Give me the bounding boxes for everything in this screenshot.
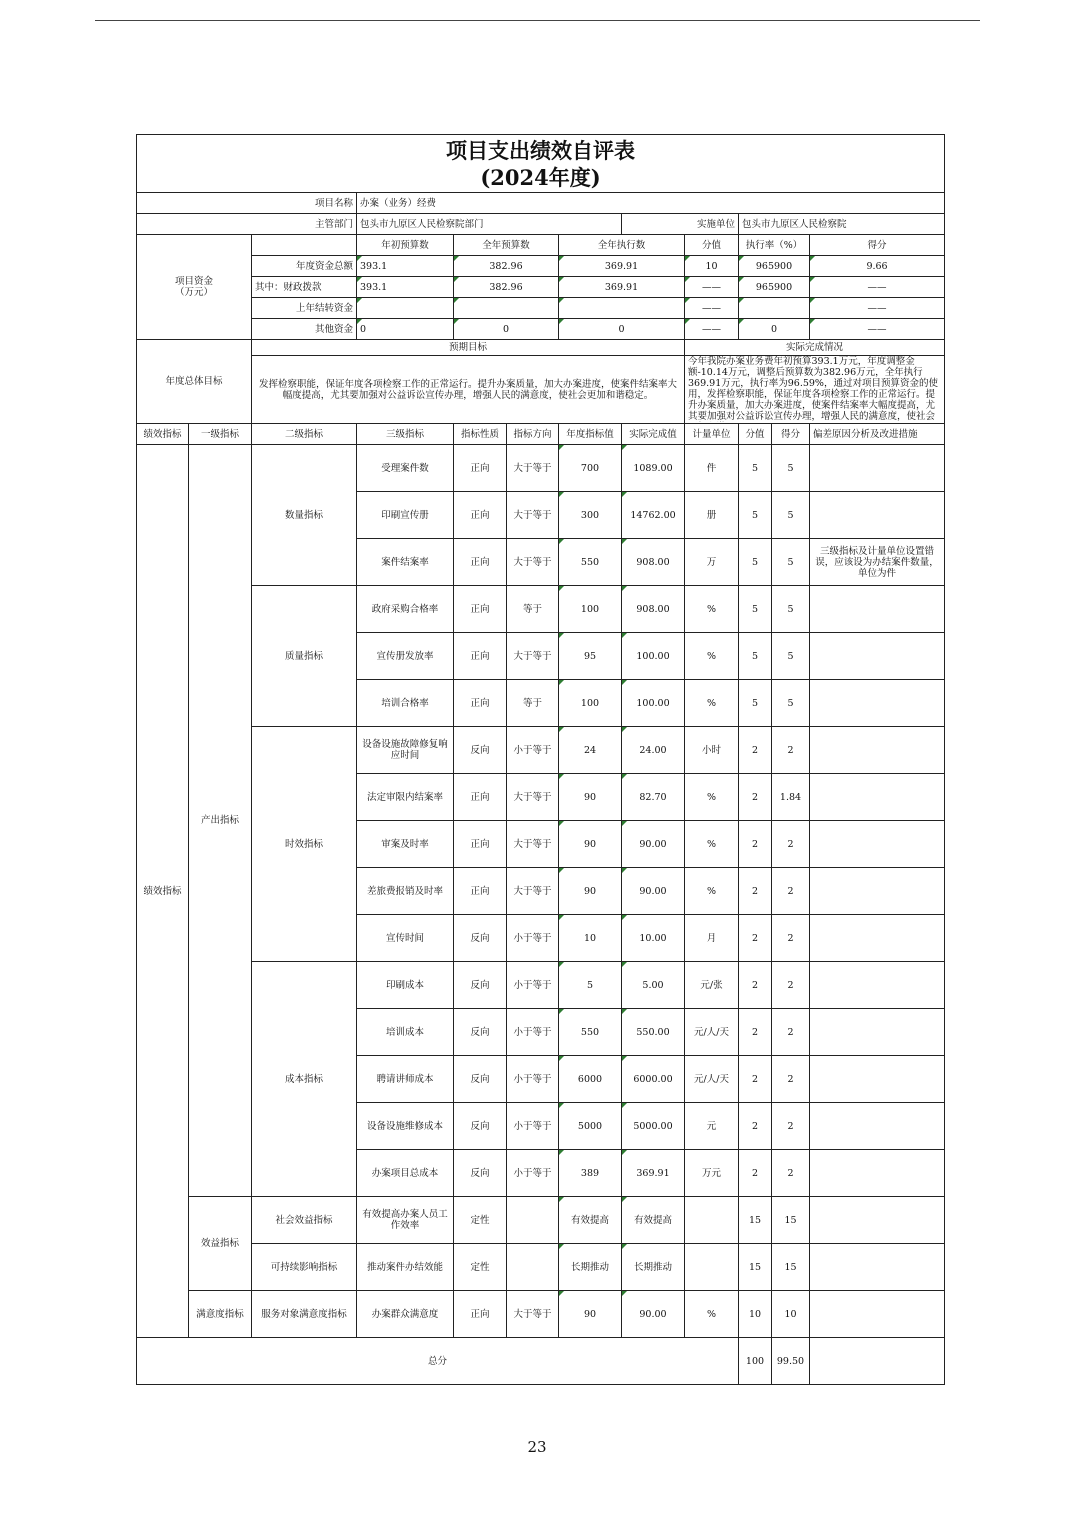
annual-target: 300 bbox=[559, 492, 622, 539]
indicator-nature: 反向 bbox=[454, 962, 507, 1009]
indicator-nature: 反向 bbox=[454, 1150, 507, 1197]
annual-target: 95 bbox=[559, 633, 622, 680]
actual-status-header: 实际完成情况 bbox=[685, 340, 945, 356]
actual-value: 100.00 bbox=[622, 680, 685, 727]
funds-cell: —— bbox=[810, 277, 945, 298]
funds-label: 项目资金 bbox=[174, 276, 213, 287]
level3-indicator: 受理案件数 bbox=[357, 445, 454, 492]
level3-indicator: 聘请讲师成本 bbox=[357, 1056, 454, 1103]
deviation-note bbox=[810, 868, 945, 915]
indicator-nature: 定性 bbox=[454, 1244, 507, 1291]
indicator-nature: 反向 bbox=[454, 1056, 507, 1103]
score-value: 2 bbox=[772, 915, 810, 962]
actual-value: 90.00 bbox=[622, 868, 685, 915]
level2-indicator: 质量指标 bbox=[252, 586, 357, 727]
measure-unit: % bbox=[685, 633, 739, 680]
indicator-direction: 小于等于 bbox=[507, 1103, 559, 1150]
funds-cell: 0 bbox=[739, 319, 810, 340]
score-value: 5 bbox=[772, 539, 810, 586]
actual-value: 6000.00 bbox=[622, 1056, 685, 1103]
score-value: 5 bbox=[772, 633, 810, 680]
actual-value: 有效提高 bbox=[622, 1197, 685, 1244]
funds-header: 分值 bbox=[685, 235, 739, 256]
indicator-direction: 小于等于 bbox=[507, 1009, 559, 1056]
level2-indicator: 社会效益指标 bbox=[252, 1197, 357, 1244]
funds-cell: —— bbox=[685, 298, 739, 319]
funds-cell: —— bbox=[810, 298, 945, 319]
annual-target: 90 bbox=[559, 821, 622, 868]
weight-value: 2 bbox=[739, 774, 772, 821]
expected-goal-header: 预期目标 bbox=[252, 340, 685, 356]
funds-row-label: 年度资金总额 bbox=[252, 256, 357, 277]
dept-label: 主管部门 bbox=[137, 214, 357, 235]
expected-goal-text: 发挥检察职能，保证年度各项检察工作的正常运行。提升办案质量，加大办案进度，使案件结案率大幅度提高，尤其要加强对公益诉讼宣传办理，增强人民的满意度，使社会更加和谐稳定。 bbox=[252, 356, 685, 424]
indicator-row bbox=[137, 1291, 945, 1338]
annual-target: 5 bbox=[559, 962, 622, 1009]
indicator-nature: 正向 bbox=[454, 868, 507, 915]
measure-unit: % bbox=[685, 774, 739, 821]
funds-cell: 965900 bbox=[739, 277, 810, 298]
weight-value: 5 bbox=[739, 445, 772, 492]
actual-status-cell bbox=[685, 356, 945, 424]
indicator-header-cell: 年度指标值 bbox=[559, 424, 622, 445]
weight-value: 2 bbox=[739, 821, 772, 868]
page-number: 23 bbox=[527, 1438, 547, 1456]
deviation-note bbox=[810, 821, 945, 868]
measure-unit: 元/张 bbox=[685, 962, 739, 1009]
table-title-year: (2024年度) bbox=[480, 165, 601, 190]
indicator-direction: 小于等于 bbox=[507, 727, 559, 774]
measure-unit bbox=[685, 1197, 739, 1244]
deviation-note bbox=[810, 1150, 945, 1197]
funds-header-blank bbox=[252, 235, 357, 256]
indicator-direction: 大于等于 bbox=[507, 539, 559, 586]
annual-target: 550 bbox=[559, 539, 622, 586]
score-value: 15 bbox=[772, 1197, 810, 1244]
funds-cell bbox=[454, 298, 559, 319]
total-note bbox=[810, 1338, 945, 1385]
level3-indicator: 培训成本 bbox=[357, 1009, 454, 1056]
indicator-nature: 反向 bbox=[454, 1103, 507, 1150]
deviation-note bbox=[810, 1056, 945, 1103]
weight-value: 2 bbox=[739, 962, 772, 1009]
weight-value: 2 bbox=[739, 915, 772, 962]
level3-indicator: 印刷宣传册 bbox=[357, 492, 454, 539]
score-value: 5 bbox=[772, 445, 810, 492]
indicator-nature: 反向 bbox=[454, 727, 507, 774]
score-value: 2 bbox=[772, 1009, 810, 1056]
impl-label: 实施单位 bbox=[622, 214, 739, 235]
deviation-note bbox=[810, 680, 945, 727]
funds-cell: —— bbox=[810, 319, 945, 340]
deviation-note bbox=[810, 915, 945, 962]
funds-header: 执行率（%） bbox=[739, 235, 810, 256]
indicator-direction: 等于 bbox=[507, 680, 559, 727]
level3-indicator: 推动案件办结效能 bbox=[357, 1244, 454, 1291]
indicator-nature: 正向 bbox=[454, 492, 507, 539]
weight-value: 5 bbox=[739, 633, 772, 680]
funds-header: 年初预算数 bbox=[357, 235, 454, 256]
annual-target: 6000 bbox=[559, 1056, 622, 1103]
measure-unit: 万元 bbox=[685, 1150, 739, 1197]
indicator-nature: 正向 bbox=[454, 774, 507, 821]
actual-value: 1089.00 bbox=[622, 445, 685, 492]
indicator-nature: 反向 bbox=[454, 915, 507, 962]
funds-unit: （万元） bbox=[174, 287, 213, 298]
deviation-note bbox=[810, 962, 945, 1009]
deviation-note: 三级指标及计量单位设置错误，应该设为办结案件数量，单位为件 bbox=[810, 539, 945, 586]
weight-value: 2 bbox=[739, 1150, 772, 1197]
actual-value: 100.00 bbox=[622, 633, 685, 680]
score-value: 2 bbox=[772, 727, 810, 774]
indicator-header-cell: 三级指标 bbox=[357, 424, 454, 445]
funds-row bbox=[137, 319, 945, 340]
indicator-nature: 正向 bbox=[454, 821, 507, 868]
indicator-direction: 大于等于 bbox=[507, 774, 559, 821]
score-value: 2 bbox=[772, 962, 810, 1009]
score-value: 5 bbox=[772, 492, 810, 539]
funds-cell: 9.66 bbox=[810, 256, 945, 277]
indicator-nature: 正向 bbox=[454, 680, 507, 727]
indicator-nature: 正向 bbox=[454, 633, 507, 680]
indicator-row bbox=[137, 445, 945, 492]
annual-target: 90 bbox=[559, 774, 622, 821]
self-evaluation-table bbox=[136, 134, 945, 1385]
funds-cell: 393.1 bbox=[357, 277, 454, 298]
indicator-header-row bbox=[137, 424, 945, 445]
indicator-header-cell: 绩效指标 bbox=[137, 424, 189, 445]
total-weight: 100 bbox=[739, 1338, 772, 1385]
indicator-direction: 大于等于 bbox=[507, 868, 559, 915]
measure-unit: % bbox=[685, 680, 739, 727]
actual-value: 550.00 bbox=[622, 1009, 685, 1056]
weight-value: 2 bbox=[739, 868, 772, 915]
indicator-nature: 正向 bbox=[454, 539, 507, 586]
funds-cell: 369.91 bbox=[559, 256, 685, 277]
indicator-header-cell: 指标性质 bbox=[454, 424, 507, 445]
indicator-direction: 大于等于 bbox=[507, 821, 559, 868]
annual-target: 有效提高 bbox=[559, 1197, 622, 1244]
level2-indicator: 服务对象满意度指标 bbox=[252, 1291, 357, 1338]
measure-unit: % bbox=[685, 868, 739, 915]
measure-unit: % bbox=[685, 586, 739, 633]
annual-target: 550 bbox=[559, 1009, 622, 1056]
funds-header: 全年执行数 bbox=[559, 235, 685, 256]
project-name-label: 项目名称 bbox=[137, 193, 357, 214]
funds-cell bbox=[357, 298, 454, 319]
funds-row-label: 上年结转资金 bbox=[252, 298, 357, 319]
indicator-header-cell: 一级指标 bbox=[189, 424, 252, 445]
perf-indicator-label: 绩效指标 bbox=[137, 445, 189, 1338]
annual-goal-label: 年度总体目标 bbox=[137, 340, 252, 424]
annual-target: 长期推动 bbox=[559, 1244, 622, 1291]
annual-target: 700 bbox=[559, 445, 622, 492]
funds-cell: 0 bbox=[559, 319, 685, 340]
annual-target: 90 bbox=[559, 1291, 622, 1338]
indicator-row bbox=[137, 962, 945, 1009]
actual-value: 长期推动 bbox=[622, 1244, 685, 1291]
weight-value: 5 bbox=[739, 586, 772, 633]
score-value: 5 bbox=[772, 680, 810, 727]
weight-value: 2 bbox=[739, 1056, 772, 1103]
level3-indicator: 办案群众满意度 bbox=[357, 1291, 454, 1338]
indicator-nature: 反向 bbox=[454, 1009, 507, 1056]
indicator-direction: 大于等于 bbox=[507, 492, 559, 539]
header-rule bbox=[95, 20, 980, 21]
indicator-nature: 定性 bbox=[454, 1197, 507, 1244]
indicator-header-cell: 实际完成值 bbox=[622, 424, 685, 445]
score-value: 2 bbox=[772, 1103, 810, 1150]
level3-indicator: 宣传册发放率 bbox=[357, 633, 454, 680]
funds-cell: 10 bbox=[685, 256, 739, 277]
actual-value: 10.00 bbox=[622, 915, 685, 962]
level3-indicator: 宣传时间 bbox=[357, 915, 454, 962]
indicator-nature: 正向 bbox=[454, 586, 507, 633]
funds-row-label: 其中：财政拨款 bbox=[252, 277, 357, 298]
weight-value: 15 bbox=[739, 1197, 772, 1244]
funds-cell: —— bbox=[685, 319, 739, 340]
weight-value: 2 bbox=[739, 1009, 772, 1056]
deviation-note bbox=[810, 1291, 945, 1338]
total-score: 99.50 bbox=[772, 1338, 810, 1385]
actual-value: 5000.00 bbox=[622, 1103, 685, 1150]
funds-cell: 0 bbox=[357, 319, 454, 340]
indicator-nature: 正向 bbox=[454, 1291, 507, 1338]
level3-indicator: 有效提高办案人员工作效率 bbox=[357, 1197, 454, 1244]
annual-target: 10 bbox=[559, 915, 622, 962]
table-title bbox=[137, 135, 945, 193]
indicator-row bbox=[137, 727, 945, 774]
total-row bbox=[137, 1338, 945, 1385]
actual-value: 90.00 bbox=[622, 1291, 685, 1338]
measure-unit: 月 bbox=[685, 915, 739, 962]
funds-cell: 965900 bbox=[739, 256, 810, 277]
deviation-note bbox=[810, 633, 945, 680]
indicator-row bbox=[137, 586, 945, 633]
indicator-direction: 小于等于 bbox=[507, 1056, 559, 1103]
funds-cell bbox=[739, 298, 810, 319]
score-value: 2 bbox=[772, 821, 810, 868]
score-value: 15 bbox=[772, 1244, 810, 1291]
deviation-note bbox=[810, 1103, 945, 1150]
measure-unit: % bbox=[685, 1291, 739, 1338]
indicator-header-cell: 指标方向 bbox=[507, 424, 559, 445]
actual-status-text: 今年我院办案业务费年初预算393.1万元，年度调整金额-10.14万元，调整后预算数为382.96万元，全年执行369.91万元，执行率为96.59%，通过对项目预算资金的使用，发挥检察职能，保证年度各项检察工作的正常运行。提升办案质量，加大办案进度，使案件结案率大幅度提高，尤其要加强对公益诉讼宣传办理，增强人民的满意度，使社会 bbox=[688, 356, 938, 422]
weight-value: 5 bbox=[739, 492, 772, 539]
level3-indicator: 案件结案率 bbox=[357, 539, 454, 586]
impl-value: 包头市九原区人民检察院 bbox=[739, 214, 945, 235]
table-title-main: 项目支出绩效自评表 bbox=[446, 138, 636, 163]
level3-indicator: 办案项目总成本 bbox=[357, 1150, 454, 1197]
level1-indicator: 产出指标 bbox=[189, 445, 252, 1197]
funds-cell: 382.96 bbox=[454, 256, 559, 277]
indicator-header-cell: 偏差原因分析及改进措施 bbox=[810, 424, 945, 445]
measure-unit: 万 bbox=[685, 539, 739, 586]
actual-value: 369.91 bbox=[622, 1150, 685, 1197]
indicator-direction: 大于等于 bbox=[507, 445, 559, 492]
weight-value: 5 bbox=[739, 539, 772, 586]
indicator-direction: 小于等于 bbox=[507, 962, 559, 1009]
deviation-note bbox=[810, 727, 945, 774]
deviation-note bbox=[810, 586, 945, 633]
funds-cell: 0 bbox=[454, 319, 559, 340]
actual-value: 24.00 bbox=[622, 727, 685, 774]
actual-value: 82.70 bbox=[622, 774, 685, 821]
measure-unit: % bbox=[685, 821, 739, 868]
weight-value: 2 bbox=[739, 1103, 772, 1150]
actual-value: 90.00 bbox=[622, 821, 685, 868]
level3-indicator: 审案及时率 bbox=[357, 821, 454, 868]
funds-header: 得分 bbox=[810, 235, 945, 256]
funds-section-label bbox=[137, 235, 252, 340]
level1-indicator: 满意度指标 bbox=[189, 1291, 252, 1338]
indicator-header-cell: 计量单位 bbox=[685, 424, 739, 445]
level3-indicator: 差旅费报销及时率 bbox=[357, 868, 454, 915]
deviation-note bbox=[810, 774, 945, 821]
funds-row bbox=[137, 256, 945, 277]
measure-unit: 元 bbox=[685, 1103, 739, 1150]
score-value: 5 bbox=[772, 586, 810, 633]
annual-target: 5000 bbox=[559, 1103, 622, 1150]
score-value: 2 bbox=[772, 1056, 810, 1103]
annual-target: 24 bbox=[559, 727, 622, 774]
measure-unit: 册 bbox=[685, 492, 739, 539]
total-label: 总分 bbox=[137, 1338, 739, 1385]
weight-value: 10 bbox=[739, 1291, 772, 1338]
score-value: 1.84 bbox=[772, 774, 810, 821]
funds-cell: —— bbox=[685, 277, 739, 298]
indicator-row bbox=[137, 1197, 945, 1244]
deviation-note bbox=[810, 1244, 945, 1291]
funds-row bbox=[137, 277, 945, 298]
level3-indicator: 设备设施故障修复响应时间 bbox=[357, 727, 454, 774]
weight-value: 5 bbox=[739, 680, 772, 727]
funds-cell: 369.91 bbox=[559, 277, 685, 298]
actual-value: 908.00 bbox=[622, 586, 685, 633]
level3-indicator: 培训合格率 bbox=[357, 680, 454, 727]
weight-value: 15 bbox=[739, 1244, 772, 1291]
indicator-direction: 小于等于 bbox=[507, 915, 559, 962]
deviation-note bbox=[810, 1197, 945, 1244]
weight-value: 2 bbox=[739, 727, 772, 774]
funds-row-label: 其他资金 bbox=[252, 319, 357, 340]
level3-indicator: 政府采购合格率 bbox=[357, 586, 454, 633]
score-value: 10 bbox=[772, 1291, 810, 1338]
level3-indicator: 印刷成本 bbox=[357, 962, 454, 1009]
funds-cell bbox=[559, 298, 685, 319]
annual-target: 90 bbox=[559, 868, 622, 915]
level3-indicator: 法定审限内结案率 bbox=[357, 774, 454, 821]
indicator-direction: 小于等于 bbox=[507, 1150, 559, 1197]
funds-row bbox=[137, 298, 945, 319]
level2-indicator: 可持续影响指标 bbox=[252, 1244, 357, 1291]
indicator-direction bbox=[507, 1244, 559, 1291]
level3-indicator: 设备设施维修成本 bbox=[357, 1103, 454, 1150]
indicator-direction: 大于等于 bbox=[507, 1291, 559, 1338]
actual-value: 5.00 bbox=[622, 962, 685, 1009]
deviation-note bbox=[810, 445, 945, 492]
actual-value: 14762.00 bbox=[622, 492, 685, 539]
funds-cell: 393.1 bbox=[357, 256, 454, 277]
actual-value: 908.00 bbox=[622, 539, 685, 586]
indicator-header-cell: 得分 bbox=[772, 424, 810, 445]
indicator-row bbox=[137, 1244, 945, 1291]
level2-indicator: 成本指标 bbox=[252, 962, 357, 1197]
indicator-direction: 等于 bbox=[507, 586, 559, 633]
deviation-note bbox=[810, 492, 945, 539]
project-name-value: 办案（业务）经费 bbox=[357, 193, 945, 214]
measure-unit bbox=[685, 1244, 739, 1291]
measure-unit: 小时 bbox=[685, 727, 739, 774]
score-value: 2 bbox=[772, 1150, 810, 1197]
indicator-direction bbox=[507, 1197, 559, 1244]
funds-header: 全年预算数 bbox=[454, 235, 559, 256]
measure-unit: 件 bbox=[685, 445, 739, 492]
indicator-header-cell: 分值 bbox=[739, 424, 772, 445]
indicator-direction: 大于等于 bbox=[507, 633, 559, 680]
indicator-header-cell: 二级指标 bbox=[252, 424, 357, 445]
level2-indicator: 数量指标 bbox=[252, 445, 357, 586]
annual-target: 100 bbox=[559, 586, 622, 633]
annual-target: 100 bbox=[559, 680, 622, 727]
annual-target: 389 bbox=[559, 1150, 622, 1197]
indicator-nature: 正向 bbox=[454, 445, 507, 492]
level1-indicator: 效益指标 bbox=[189, 1197, 252, 1291]
dept-value: 包头市九原区人民检察院部门 bbox=[357, 214, 622, 235]
level2-indicator: 时效指标 bbox=[252, 727, 357, 962]
score-value: 2 bbox=[772, 868, 810, 915]
funds-cell: 382.96 bbox=[454, 277, 559, 298]
measure-unit: 元/人/天 bbox=[685, 1056, 739, 1103]
deviation-note bbox=[810, 1009, 945, 1056]
measure-unit: 元/人/天 bbox=[685, 1009, 739, 1056]
